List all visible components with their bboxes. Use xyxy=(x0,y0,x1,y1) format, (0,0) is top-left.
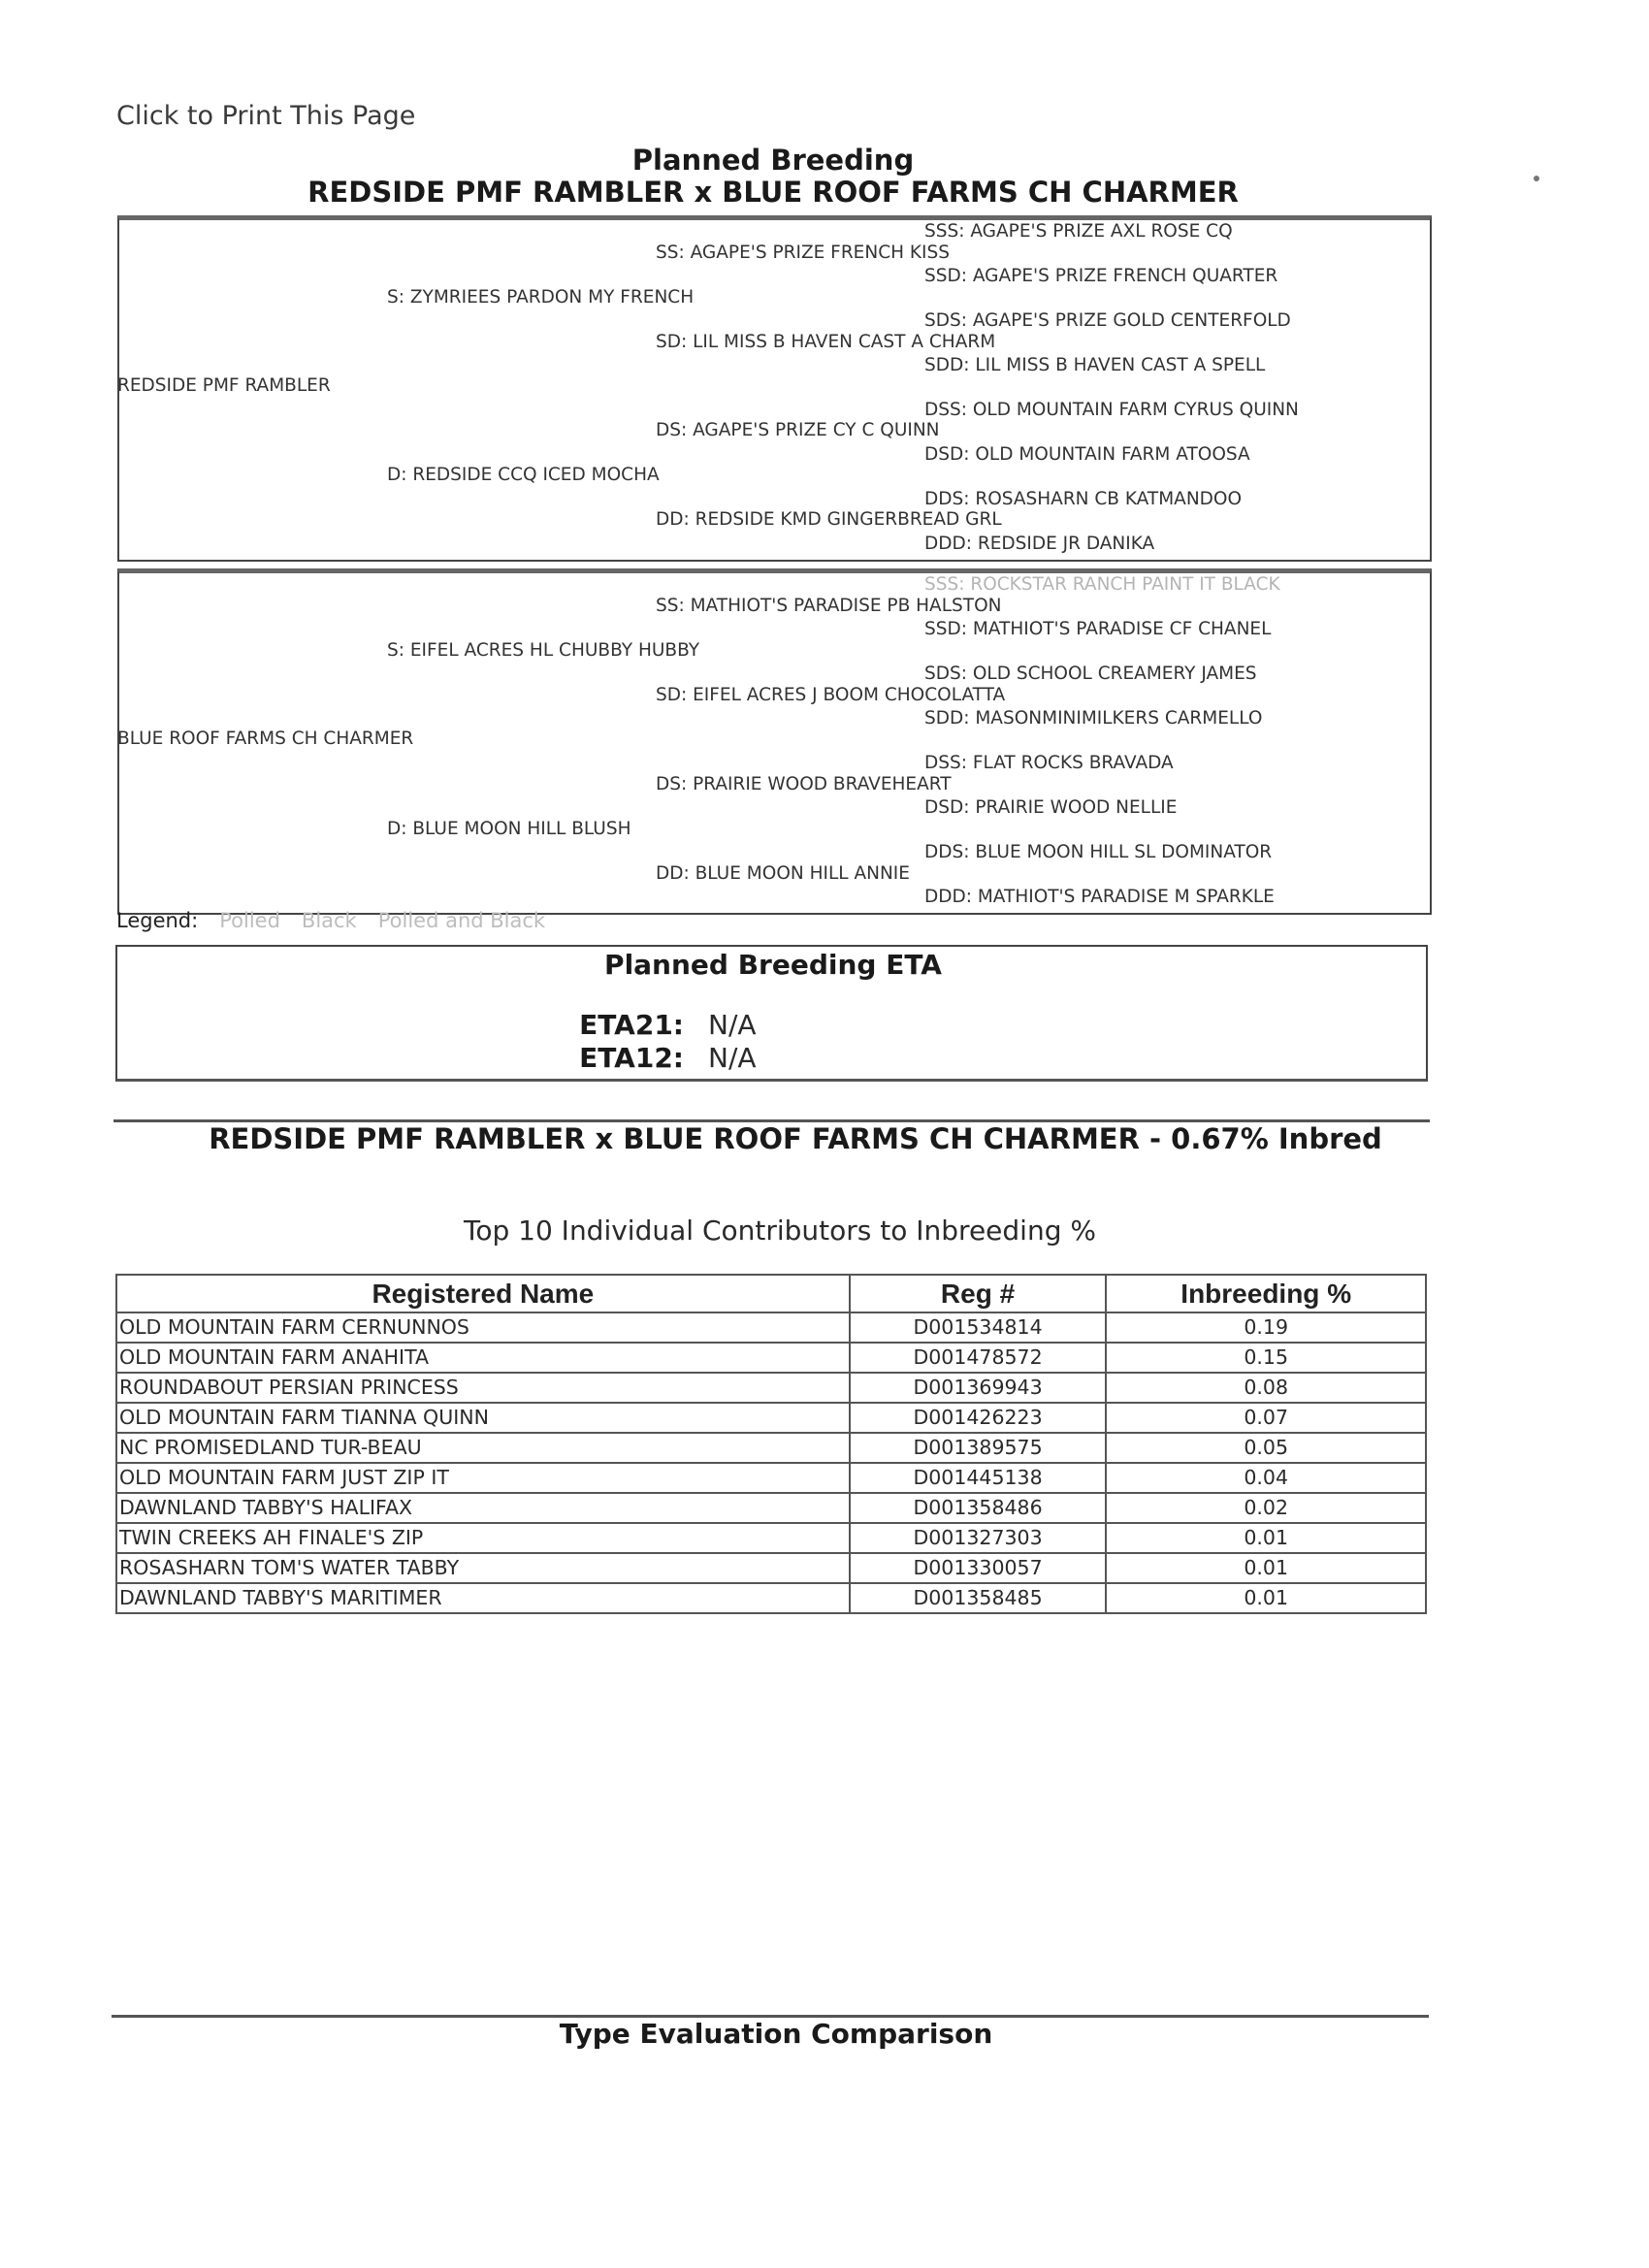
row-pct: 0.05 xyxy=(1106,1433,1426,1463)
dam-ddd: DDD: MATHIOT'S PARADISE M SPARKLE xyxy=(924,887,1275,907)
table-row xyxy=(116,1463,1426,1493)
table-row xyxy=(116,1373,1426,1403)
table-row xyxy=(116,1553,1426,1583)
sire-ds: DS: AGAPE'S PRIZE CY C QUINN xyxy=(656,420,940,440)
row-pct: 0.04 xyxy=(1106,1463,1426,1493)
dam-dss: DSS: FLAT ROCKS BRAVADA xyxy=(924,753,1174,773)
sire-sds: SDS: AGAPE'S PRIZE GOLD CENTERFOLD xyxy=(924,310,1291,331)
legend-polled-and-black: Polled and Black xyxy=(377,909,546,932)
row-name: OLD MOUNTAIN FARM CERNUNNOS xyxy=(116,1312,850,1343)
eta21-label: ETA21: xyxy=(579,1009,684,1041)
dam-dsd: DSD: PRAIRIE WOOD NELLIE xyxy=(924,797,1178,818)
legend-label: Legend: xyxy=(116,909,199,932)
type-evaluation-title: Type Evaluation Comparison xyxy=(559,2018,993,2050)
sire-sss: SSS: AGAPE'S PRIZE AXL ROSE CQ xyxy=(924,221,1233,242)
page-title: Planned Breeding xyxy=(631,144,915,177)
dam-dd: DD: BLUE MOON HILL ANNIE xyxy=(656,863,910,884)
eta-title: Planned Breeding ETA xyxy=(604,949,942,981)
row-name: NC PROMISEDLAND TUR-BEAU xyxy=(116,1433,850,1463)
dam-dds: DDS: BLUE MOON HILL SL DOMINATOR xyxy=(924,842,1273,862)
dam-ss: SS: MATHIOT'S PARADISE PB HALSTON xyxy=(656,596,1002,616)
row-reg: D001358485 xyxy=(850,1583,1107,1613)
table-row xyxy=(116,1312,1426,1343)
sire-dss: DSS: OLD MOUNTAIN FARM CYRUS QUINN xyxy=(924,400,1299,420)
sire-sdd: SDD: LIL MISS B HAVEN CAST A SPELL xyxy=(924,355,1266,375)
print-page-link[interactable]: Click to Print This Page xyxy=(116,101,416,131)
dam-sdd: SDD: MASONMINIMILKERS CARMELLO xyxy=(924,708,1263,729)
row-name: TWIN CREEKS AH FINALE'S ZIP xyxy=(116,1523,850,1553)
dam-animal: BLUE ROOF FARMS CH CHARMER xyxy=(117,729,414,749)
row-reg: D001389575 xyxy=(850,1433,1107,1463)
row-name: DAWNLAND TABBY'S HALIFAX xyxy=(116,1493,850,1523)
row-reg: D001369943 xyxy=(850,1373,1107,1403)
table-row xyxy=(116,1343,1426,1373)
dam-sds: SDS: OLD SCHOOL CREAMERY JAMES xyxy=(924,664,1257,684)
row-name: ROUNDABOUT PERSIAN PRINCESS xyxy=(116,1373,850,1403)
row-pct: 0.01 xyxy=(1106,1583,1426,1613)
row-pct: 0.08 xyxy=(1106,1373,1426,1403)
col-registered-name: Registered Name xyxy=(116,1275,850,1312)
table-row xyxy=(116,1583,1426,1613)
col-inbreeding-pct: Inbreeding % xyxy=(1106,1275,1426,1312)
dam-ds: DS: PRAIRIE WOOD BRAVEHEART xyxy=(656,774,952,794)
sire-animal: REDSIDE PMF RAMBLER xyxy=(117,375,331,396)
sire-dds: DDS: ROSASHARN CB KATMANDOO xyxy=(924,489,1243,509)
row-reg: D001358486 xyxy=(850,1493,1107,1523)
row-pct: 0.15 xyxy=(1106,1343,1426,1373)
dam-sd: SD: EIFEL ACRES J BOOM CHOCOLATTA xyxy=(656,685,1006,705)
row-name: DAWNLAND TABBY'S MARITIMER xyxy=(116,1583,850,1613)
col-reg-number: Reg # xyxy=(850,1275,1107,1312)
row-pct: 0.01 xyxy=(1106,1523,1426,1553)
sire-d: D: REDSIDE CCQ ICED MOCHA xyxy=(387,465,660,485)
row-reg: D001426223 xyxy=(850,1403,1107,1433)
row-pct: 0.01 xyxy=(1106,1553,1426,1583)
eta12-row xyxy=(563,1042,757,1074)
row-reg: D001478572 xyxy=(850,1343,1107,1373)
row-name: OLD MOUNTAIN FARM ANAHITA xyxy=(116,1343,850,1373)
inbreeding-title: REDSIDE PMF RAMBLER x BLUE ROOF FARMS CH CHARMER - 0.67% Inbred xyxy=(209,1122,1382,1155)
table-row xyxy=(116,1493,1426,1523)
contributors-title: Top 10 Individual Contributors to Inbreeding % xyxy=(464,1215,1096,1247)
row-name: ROSASHARN TOM'S WATER TABBY xyxy=(116,1553,850,1583)
legend-black: Black xyxy=(301,909,357,932)
legend-polled: Polled xyxy=(219,909,280,932)
row-pct: 0.07 xyxy=(1106,1403,1426,1433)
sire-dd: DD: REDSIDE KMD GINGERBREAD GRL xyxy=(656,509,1002,530)
row-pct: 0.02 xyxy=(1106,1493,1426,1523)
eta21-value: N/A xyxy=(708,1009,757,1041)
table-row xyxy=(116,1403,1426,1433)
row-name: OLD MOUNTAIN FARM TIANNA QUINN xyxy=(116,1403,850,1433)
table-row xyxy=(116,1433,1426,1463)
row-reg: D001534814 xyxy=(850,1312,1107,1343)
eta12-value: N/A xyxy=(708,1042,757,1074)
row-reg: D001445138 xyxy=(850,1463,1107,1493)
scan-speck xyxy=(1534,176,1539,181)
dam-s: S: EIFEL ACRES HL CHUBBY HUBBY xyxy=(387,640,700,661)
table-row xyxy=(116,1523,1426,1553)
sire-sd: SD: LIL MISS B HAVEN CAST A CHARM xyxy=(656,332,996,352)
row-pct: 0.19 xyxy=(1106,1312,1426,1343)
sire-ss: SS: AGAPE'S PRIZE FRENCH KISS xyxy=(656,243,950,263)
row-reg: D001330057 xyxy=(850,1553,1107,1583)
sire-dsd: DSD: OLD MOUNTAIN FARM ATOOSA xyxy=(924,444,1250,465)
dam-sss: SSS: ROCKSTAR RANCH PAINT IT BLACK xyxy=(924,574,1280,595)
eta12-label: ETA12: xyxy=(579,1042,684,1074)
legend xyxy=(116,909,545,932)
sire-s: S: ZYMRIEES PARDON MY FRENCH xyxy=(387,287,695,308)
contributors-table xyxy=(115,1274,1427,1614)
pairing-title: REDSIDE PMF RAMBLER x BLUE ROOF FARMS CH CHARMER xyxy=(307,176,1239,209)
dam-ssd: SSD: MATHIOT'S PARADISE CF CHANEL xyxy=(924,619,1272,639)
eta21-row xyxy=(563,1009,757,1041)
row-name: OLD MOUNTAIN FARM JUST ZIP IT xyxy=(116,1463,850,1493)
sire-ssd: SSD: AGAPE'S PRIZE FRENCH QUARTER xyxy=(924,266,1278,286)
row-reg: D001327303 xyxy=(850,1523,1107,1553)
sire-ddd: DDD: REDSIDE JR DANIKA xyxy=(924,534,1155,554)
dam-d: D: BLUE MOON HILL BLUSH xyxy=(387,819,631,839)
table-header-row xyxy=(116,1275,1426,1312)
